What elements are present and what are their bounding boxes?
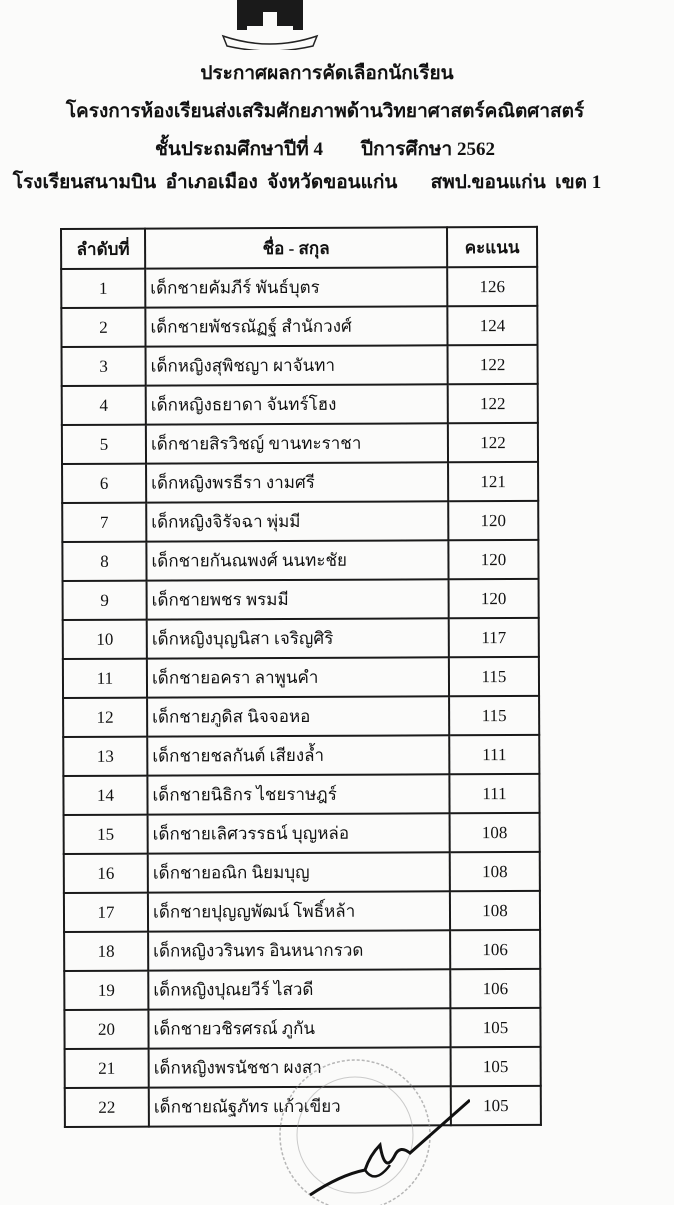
score-cell: 122 bbox=[448, 345, 538, 384]
table-row bbox=[62, 501, 538, 542]
rank-cell: 19 bbox=[64, 971, 148, 1010]
project-title: โครงการห้องเรียนส่งเสริมศักยภาพด้านวิทยาศาสตร์คณิตศาสตร์ bbox=[65, 101, 585, 122]
name-cell: เด็กชายอณิก นิยมบุญ bbox=[148, 852, 450, 892]
table-row bbox=[63, 696, 539, 737]
score-cell: 115 bbox=[449, 657, 539, 696]
name-cell: เด็กชายกันณพงศ์ นนทะชัย bbox=[146, 540, 448, 580]
table-row bbox=[62, 540, 538, 581]
name-cell: เด็กชายเลิศวรรธน์ บุญหล่อ bbox=[148, 813, 450, 853]
score-cell: 120 bbox=[448, 540, 538, 579]
score-cell: 108 bbox=[450, 891, 540, 930]
table-row bbox=[64, 891, 540, 932]
column-header-score: คะแนน bbox=[447, 227, 537, 267]
rank-cell: 11 bbox=[63, 659, 147, 698]
rank-cell: 7 bbox=[62, 503, 146, 542]
rank-cell: 4 bbox=[62, 386, 146, 425]
score-cell: 122 bbox=[448, 384, 538, 423]
rank-cell: 6 bbox=[62, 464, 146, 503]
column-header-name: ชื่อ - สกุล bbox=[145, 227, 447, 268]
score-cell: 120 bbox=[448, 501, 538, 540]
score-cell: 122 bbox=[448, 423, 538, 462]
score-cell: 126 bbox=[447, 267, 537, 306]
name-cell: เด็กหญิงพรนัชชา ผงสา bbox=[149, 1047, 451, 1087]
name-cell: เด็กชายณัฐภัทร แก้วเขียว bbox=[149, 1086, 451, 1126]
column-header-rank: ลำดับที่ bbox=[61, 229, 145, 269]
score-cell: 120 bbox=[449, 579, 539, 618]
name-cell: เด็กชายชลกันต์ เสียงล้ำ bbox=[147, 735, 449, 775]
score-cell: 111 bbox=[449, 735, 539, 774]
name-cell: เด็กชายวชิรศรณ์ ภูกัน bbox=[148, 1008, 450, 1048]
rank-cell: 21 bbox=[65, 1049, 149, 1088]
name-cell: เด็กชายคัมภีร์ พันธ์บุตร bbox=[145, 267, 447, 307]
rank-cell: 17 bbox=[64, 893, 148, 932]
rank-cell: 15 bbox=[64, 815, 148, 854]
score-cell: 115 bbox=[449, 696, 539, 735]
name-cell: เด็กหญิงจิรัจฉา พุ่มมี bbox=[146, 501, 448, 541]
score-cell: 108 bbox=[450, 813, 540, 852]
rank-cell: 2 bbox=[61, 308, 145, 347]
table-row bbox=[65, 1047, 541, 1088]
name-cell: เด็กชายพชร พรมมี bbox=[147, 579, 449, 619]
table-row bbox=[64, 1008, 540, 1049]
score-cell: 108 bbox=[450, 852, 540, 891]
table-row bbox=[63, 735, 539, 776]
grade-year: ชั้นประถมศึกษาปีที่ 4 ปีการศึกษา 2562 bbox=[155, 139, 495, 160]
rank-cell: 10 bbox=[63, 620, 147, 659]
rank-cell: 20 bbox=[64, 1010, 148, 1049]
rank-cell: 12 bbox=[63, 698, 147, 737]
name-cell: เด็กชายสิรวิชญ์ ขานทะราชา bbox=[146, 423, 448, 463]
table-header-row bbox=[61, 227, 537, 269]
name-cell: เด็กหญิงธยาดา จันทร์โฮง bbox=[146, 384, 448, 424]
table-row bbox=[64, 813, 540, 854]
rank-cell: 5 bbox=[62, 425, 146, 464]
rank-cell: 14 bbox=[63, 776, 147, 815]
score-cell: 121 bbox=[448, 462, 538, 501]
table-row bbox=[61, 267, 537, 308]
name-cell: เด็กชายพัชรณัฏฐ์ สำนักวงศ์ bbox=[145, 306, 447, 346]
rank-cell: 8 bbox=[62, 542, 146, 581]
name-cell: เด็กชายปุญญพัฒน์ โพธิ์หล้า bbox=[148, 891, 450, 931]
name-cell: เด็กชายภูดิส นิจจอหอ bbox=[147, 696, 449, 736]
rank-cell: 9 bbox=[63, 581, 147, 620]
rank-cell: 16 bbox=[64, 854, 148, 893]
score-cell: 117 bbox=[449, 618, 539, 657]
school-logo bbox=[215, 0, 325, 50]
score-cell: 105 bbox=[451, 1047, 541, 1086]
name-cell: เด็กชายนิธิกร ไชยราษฎร์ bbox=[147, 774, 449, 814]
rank-cell: 18 bbox=[64, 932, 148, 971]
table-row bbox=[63, 657, 539, 698]
rank-cell: 1 bbox=[61, 269, 145, 308]
table-row bbox=[63, 618, 539, 659]
rank-cell: 13 bbox=[63, 737, 147, 776]
name-cell: เด็กชายอครา ลาพูนคำ bbox=[147, 657, 449, 697]
score-cell: 105 bbox=[451, 1086, 541, 1125]
score-cell: 111 bbox=[449, 774, 539, 813]
name-cell: เด็กหญิงสุพิชญา ผาจันทา bbox=[146, 345, 448, 385]
table-row bbox=[62, 345, 538, 386]
table-row bbox=[64, 969, 540, 1010]
table-row bbox=[62, 423, 538, 464]
table-row bbox=[63, 579, 539, 620]
name-cell: เด็กหญิงพรธีรา งามศรี bbox=[146, 462, 448, 502]
name-cell: เด็กหญิงวรินทร อินหนากรวด bbox=[148, 930, 450, 970]
table-row bbox=[62, 462, 538, 503]
table-row bbox=[65, 1086, 541, 1127]
name-cell: เด็กหญิงบุญนิสา เจริญศิริ bbox=[147, 618, 449, 658]
score-cell: 124 bbox=[447, 306, 537, 345]
table-row bbox=[64, 852, 540, 893]
score-cell: 105 bbox=[450, 1008, 540, 1047]
rank-cell: 22 bbox=[65, 1088, 149, 1127]
score-cell: 106 bbox=[450, 969, 540, 1008]
results-table bbox=[60, 226, 542, 1128]
announcement-title: ประกาศผลการคัดเลือกนักเรียน bbox=[200, 63, 454, 84]
table-row bbox=[64, 930, 540, 971]
table-row bbox=[61, 306, 537, 347]
school-location: โรงเรียนสนามบิน อำเภอเมือง จังหวัดขอนแก่น สพป.ขอนแก่น เขต 1 bbox=[12, 172, 602, 193]
name-cell: เด็กหญิงปุณยวีร์ ไสวดี bbox=[148, 969, 450, 1009]
rank-cell: 3 bbox=[62, 347, 146, 386]
score-cell: 106 bbox=[450, 930, 540, 969]
table-row bbox=[62, 384, 538, 425]
table-row bbox=[63, 774, 539, 815]
